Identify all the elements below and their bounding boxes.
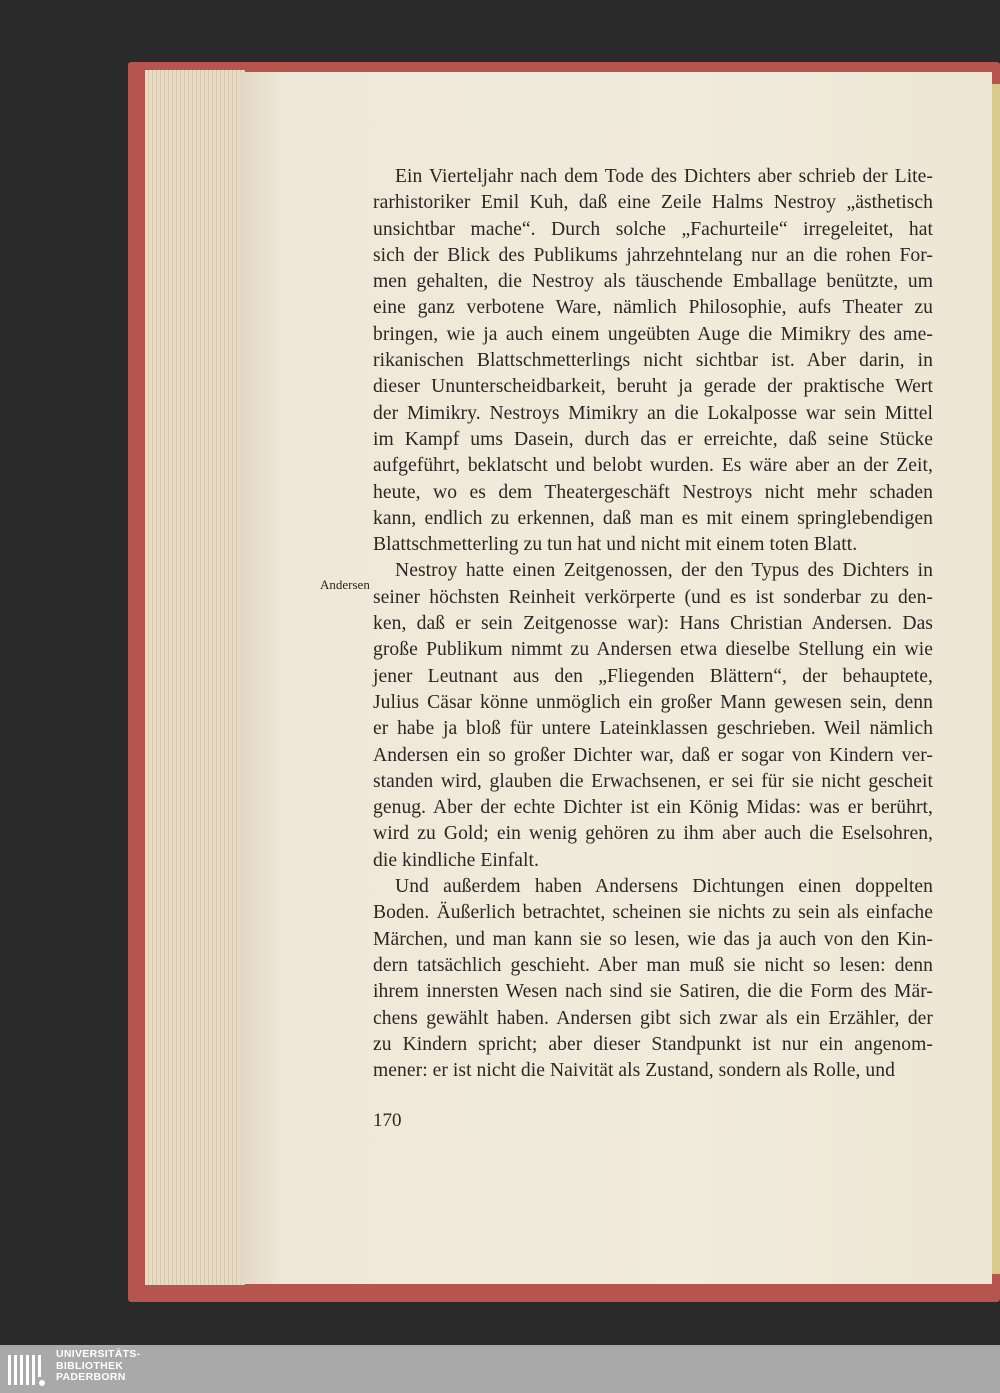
text-line: kann, endlich zu erkennen, daß man es mit einem springlebendigen bbox=[373, 507, 933, 529]
text-line: Boden. Äußerlich betrachtet, scheinen sie nichts zu sein als einfache bbox=[373, 902, 933, 924]
text-line: im Kampf ums Dasein, durch das er erreichte, daß seine Stücke bbox=[373, 428, 933, 450]
text-line: standen wird, glauben die Erwachsenen, er sei für sie nicht gescheit bbox=[373, 770, 933, 792]
text-line: heute, wo es dem Theatergeschäft Nestroys nicht mehr schaden bbox=[373, 481, 933, 503]
library-name-line-1: UNIVERSITÄTS- bbox=[56, 1348, 141, 1360]
library-name-line-2: BIBLIOTHEK bbox=[56, 1359, 124, 1372]
text-line: sich der Blick des Publikums jahrzehntelang nur an die rohen For- bbox=[373, 244, 933, 266]
text-line: Nestroy hatte einen Zeitgenossen, der den Typus des Dichters in bbox=[395, 560, 933, 582]
text-line: wird zu Gold; ein wenig gehören zu ihm aber auch die Eselsohren, bbox=[373, 823, 933, 845]
text-line: chens gewählt haben. Andersen gibt sich zwar als ein Erzähler, der bbox=[373, 1007, 933, 1029]
text-line: ihrem innersten Wesen nach sind sie Satiren, die die Form des Mär- bbox=[373, 981, 933, 1003]
text-line: rarhistoriker Emil Kuh, daß eine Zeile Halms Nestroy „ästhetisch bbox=[373, 192, 933, 214]
text-line: zu Kindern spricht; aber dieser Standpunkt ist nur ein angenom- bbox=[373, 1033, 933, 1055]
body-text bbox=[373, 164, 933, 1084]
text-line: rikanischen Blattschmetterlings nicht sichtbar ist. Aber darin, in bbox=[373, 350, 933, 372]
text-line: Blattschmetterling zu tun hat und nicht mit einem toten Blatt. bbox=[373, 534, 858, 556]
text-line: dern tatsächlich geschieht. Aber man muß sie nicht so lesen: denn bbox=[373, 954, 933, 976]
library-name bbox=[56, 1349, 140, 1384]
page-stack bbox=[145, 70, 245, 1285]
text-line: bringen, wie ja auch einem ungeübten Auge die Mimikry des ame- bbox=[373, 323, 933, 345]
text-line: ken, daß er sein Zeitgenosse war): Hans Christian Andersen. Das bbox=[373, 613, 933, 635]
margin-note: Andersen bbox=[320, 577, 370, 592]
text-line: aufgeführt, beklatscht und belobt wurden. Es wäre aber an der Zeit, bbox=[373, 455, 933, 477]
footer-bar bbox=[0, 1345, 1000, 1393]
text-line: er habe ja bloß für untere Lateinklassen geschrieben. Weil nämlich bbox=[373, 718, 933, 740]
text-line: die kindliche Einfalt. bbox=[373, 849, 539, 871]
text-line: Märchen, und man kann sie so lesen, wie das ja auch von den Kin- bbox=[373, 928, 933, 950]
text-line: eine ganz verbotene Ware, nämlich Philosophie, aufs Theater zu bbox=[373, 297, 933, 319]
text-line: seiner höchsten Reinheit verkörperte (und es ist sonderbar zu den- bbox=[373, 586, 933, 608]
text-line: der Mimikry. Nestroys Mimikry an die Lokalposse war sein Mittel bbox=[373, 402, 933, 424]
text-line: große Publikum nimmt zu Andersen etwa dieselbe Stellung ein wie bbox=[373, 639, 933, 661]
text-line: unsichtbar mache“. Durch solche „Fachurteile“ irregeleitet, hat bbox=[373, 218, 933, 240]
text-line: men gehalten, die Nestroy als täuschende Emballage benützte, um bbox=[373, 271, 933, 293]
text-line: Ein Vierteljahr nach dem Tode des Dichters aber schrieb der Lite- bbox=[395, 166, 933, 187]
text-line: Und außerdem haben Andersens Dichtungen einen doppelten bbox=[395, 876, 933, 898]
text-line: Andersen ein so großer Dichter war, daß er sogar von Kindern ver- bbox=[373, 744, 933, 766]
library-barcode-logo-icon bbox=[6, 1349, 50, 1389]
text-line: dieser Ununterscheidbarkeit, beruht ja gerade der praktische Wert bbox=[373, 376, 933, 398]
page-number: 170 bbox=[373, 1110, 402, 1131]
library-name-line-3: PADERBORN bbox=[56, 1371, 126, 1383]
text-line: genug. Aber der echte Dichter ist ein König Midas: was er berührt, bbox=[373, 797, 933, 819]
text-line: jener Leutnant aus den „Fliegenden Blättern“, der behauptete, bbox=[373, 665, 933, 687]
text-line: Julius Cäsar könne unmöglich ein großer Mann gewesen sein, denn bbox=[373, 691, 933, 713]
text-line: mener: er ist nicht die Naivität als Zustand, sondern als Rolle, und bbox=[373, 1060, 895, 1082]
